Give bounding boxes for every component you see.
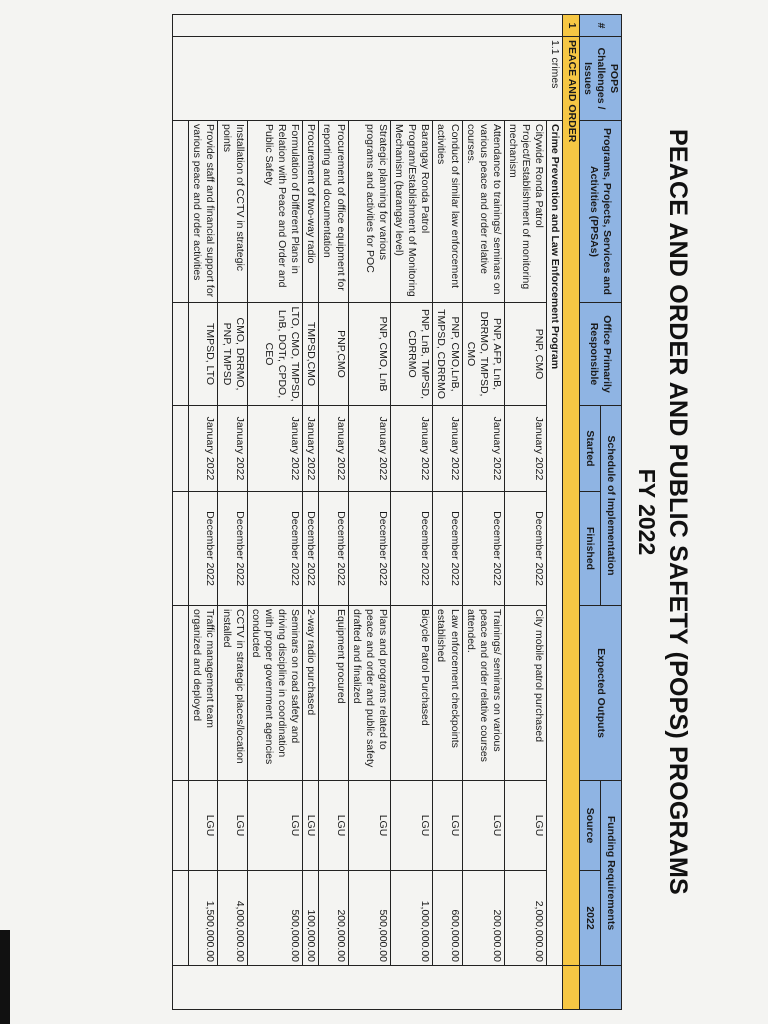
- office-cell: PNP,CMO: [319, 303, 348, 406]
- empty-cell: [173, 606, 189, 781]
- office-cell: PNP, CMO,LnB, TMPSD, CDRRMO: [433, 303, 462, 406]
- started-cell: January 2022: [391, 406, 433, 492]
- empty-cell: [173, 871, 189, 966]
- source-cell: LGU: [348, 781, 390, 871]
- output-cell: Law enforcement checkpoints established: [433, 606, 462, 781]
- header-ppas: Programs, Projects, Services and Activities (PPSAs): [579, 121, 621, 303]
- finished-cell: December 2022: [247, 492, 303, 606]
- document-subtitle: FY 2022: [634, 468, 660, 556]
- office-cell: PNP, LnB, TMPSD, CDRRMO: [391, 303, 433, 406]
- started-cell: January 2022: [505, 406, 547, 492]
- header-funding: Funding Requirements: [600, 781, 621, 966]
- issue-number-cell: [173, 15, 563, 37]
- started-cell: January 2022: [218, 406, 247, 492]
- finished-cell: December 2022: [462, 492, 504, 606]
- amount-cell: 4,000,000.00: [218, 871, 247, 966]
- finished-cell: December 2022: [319, 492, 348, 606]
- ppa-cell: Barangay Ronda Patrol Program/Establishment of Monitoring Mechanism (barangay level): [391, 121, 433, 303]
- amount-cell: 200,000.00: [319, 871, 348, 966]
- ppa-cell: Attendance to trainings/ seminars on various peace and order relative courses.: [462, 121, 504, 303]
- finished-cell: December 2022: [218, 492, 247, 606]
- empty-cell: [173, 303, 189, 406]
- source-cell: LGU: [247, 781, 303, 871]
- started-cell: January 2022: [303, 406, 319, 492]
- table-row: [505, 15, 547, 1010]
- output-cell: Seminars on road safety and driving discipline in coordination with proper government agencies conducted: [247, 606, 303, 781]
- ppa-cell: Provide staff and financial support for various peace and order activities: [189, 121, 218, 303]
- office-cell: TMPSD,CMO: [303, 303, 319, 406]
- started-cell: January 2022: [319, 406, 348, 492]
- finished-cell: December 2022: [391, 492, 433, 606]
- table-row: [218, 15, 247, 1010]
- header-source: Source: [579, 781, 600, 871]
- header-finished: Finished: [579, 492, 600, 606]
- ppa-cell: Citywide Ronda Patrol Project/Establishment of monitoring mechanism: [505, 121, 547, 303]
- program-title: Crime Prevention and Law Enforcement Program: [547, 121, 563, 966]
- amount-cell: 500,000.00: [247, 871, 303, 966]
- program-row: [547, 15, 563, 1010]
- empty-cell: [173, 492, 189, 606]
- office-cell: PNP, AFP, LnB, DRRMO, TMPSD, CMO: [462, 303, 504, 406]
- source-cell: LGU: [391, 781, 433, 871]
- empty-row: [173, 15, 189, 1010]
- finished-cell: December 2022: [433, 492, 462, 606]
- output-cell: City mobile patrol purchased: [505, 606, 547, 781]
- finished-cell: December 2022: [348, 492, 390, 606]
- output-cell: Bicycle Patrol Purchased: [391, 606, 433, 781]
- output-cell: Plans and programs related to peace and order and public safety drafted and finalized: [348, 606, 390, 781]
- empty-cell: [173, 781, 189, 871]
- source-cell: LGU: [218, 781, 247, 871]
- section-row: [563, 15, 579, 1010]
- table-row: [303, 15, 319, 1010]
- source-cell: LGU: [433, 781, 462, 871]
- header-issues: POPS Challenges / Issues: [579, 37, 621, 121]
- header-year: 2022: [579, 871, 600, 966]
- office-cell: PNP, CMO: [505, 303, 547, 406]
- empty-cell: [173, 121, 189, 303]
- header-number: #: [579, 15, 621, 37]
- amount-cell: 2,000,000.00: [505, 871, 547, 966]
- ppa-cell: Installation of CCTV in strategic points: [218, 121, 247, 303]
- office-cell: CMO, DRRMO, PNP, TMPSD: [218, 303, 247, 406]
- finished-cell: December 2022: [189, 492, 218, 606]
- amount-cell: 500,000.00: [348, 871, 390, 966]
- header-started: Started: [579, 406, 600, 492]
- section-label: PEACE AND ORDER: [563, 37, 579, 966]
- table-row: [189, 15, 218, 1010]
- finished-cell: December 2022: [505, 492, 547, 606]
- table-row: [247, 15, 303, 1010]
- started-cell: January 2022: [348, 406, 390, 492]
- ppa-cell: Conduct of similar law enforcement activities: [433, 121, 462, 303]
- table-row: [319, 15, 348, 1010]
- ppa-cell: Formulation of Different Plans in Relation with Peace and Order and Public Safety: [247, 121, 303, 303]
- section-blank: [563, 966, 579, 1010]
- document-title: PEACE AND ORDER AND PUBLIC SAFETY (POPS) PROGRAMS: [664, 129, 692, 895]
- ppa-cell: Strategic planning for various programs and activities for POC: [348, 121, 390, 303]
- ppa-cell: Procurement of office equipment for reporting and documentation: [319, 121, 348, 303]
- started-cell: January 2022: [433, 406, 462, 492]
- source-cell: LGU: [303, 781, 319, 871]
- header-schedule: Schedule of Implementation: [600, 406, 621, 606]
- ppa-cell: Procurement of two-way radio: [303, 121, 319, 303]
- header-office: Office Primarily Responsible: [579, 303, 621, 406]
- output-cell: Trainings/ seminars on various peace and order relative courses attended.: [462, 606, 504, 781]
- source-cell: LGU: [505, 781, 547, 871]
- source-cell: LGU: [319, 781, 348, 871]
- office-cell: TMPSD, LTO: [189, 303, 218, 406]
- output-cell: Equipment procured: [319, 606, 348, 781]
- pops-table: [172, 14, 622, 1010]
- office-cell: PNP, CMO, LnB: [348, 303, 390, 406]
- empty-cell: [173, 406, 189, 492]
- amount-cell: 100,000.00: [303, 871, 319, 966]
- amount-cell: 1,500,000.00: [189, 871, 218, 966]
- amount-cell: 600,000.00: [433, 871, 462, 966]
- blank-cell: [173, 966, 563, 1010]
- started-cell: January 2022: [247, 406, 303, 492]
- section-number: 1: [563, 15, 579, 37]
- started-cell: January 2022: [462, 406, 504, 492]
- table-row: [348, 15, 390, 1010]
- header-blank: [579, 966, 621, 1010]
- output-cell: Traffic management team organized and deployed: [189, 606, 218, 781]
- source-cell: LGU: [462, 781, 504, 871]
- output-cell: CCTV in strategic places/location installed: [218, 606, 247, 781]
- started-cell: January 2022: [189, 406, 218, 492]
- office-cell: LTO, CMO, TMPSD, LnB, DOTr, CPDO, CEO: [247, 303, 303, 406]
- issue-cell: 1.1 crimes: [173, 37, 563, 121]
- amount-cell: 200,000.00: [462, 871, 504, 966]
- amount-cell: 1,000,000.00: [391, 871, 433, 966]
- table-row: [462, 15, 504, 1010]
- finished-cell: December 2022: [303, 492, 319, 606]
- table-row: [433, 15, 462, 1010]
- source-cell: LGU: [189, 781, 218, 871]
- output-cell: 2-way radio purchased: [303, 606, 319, 781]
- table-row: [391, 15, 433, 1010]
- header-outputs: Expected Outputs: [579, 606, 621, 781]
